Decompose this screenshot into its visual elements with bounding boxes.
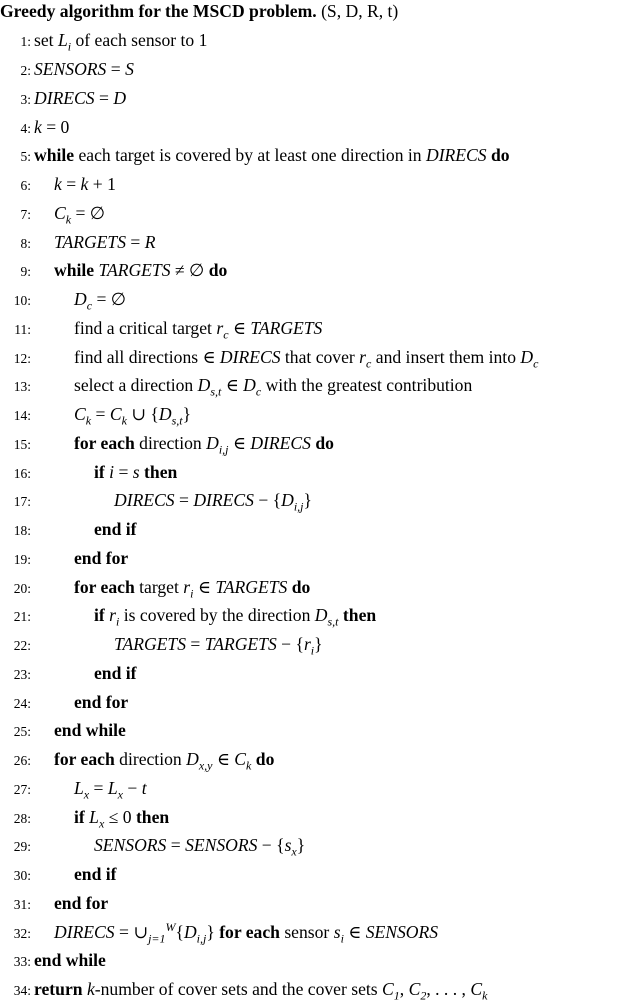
line-text: = — [126, 231, 145, 252]
line-text: set — [34, 30, 58, 51]
math-symbol: D — [243, 375, 256, 396]
keyword: for each — [74, 576, 135, 597]
math-symbol: L — [57, 30, 68, 51]
line-text: ≠ ∅ — [170, 260, 209, 281]
math-symbol: L — [107, 777, 118, 798]
line-text: = — [106, 59, 126, 80]
line-content — [34, 777, 147, 802]
algorithm-line — [0, 747, 274, 771]
line-number: 34: — [13, 983, 31, 999]
line-text: direction — [114, 749, 187, 770]
algorithm-line — [0, 920, 438, 944]
line-content — [34, 145, 510, 165]
math-symbol: D — [314, 605, 328, 626]
line-content — [34, 519, 137, 539]
algorithm-line — [0, 488, 312, 512]
line-content — [34, 893, 108, 913]
keyword: for each — [54, 749, 115, 770]
math-subscript: 2 — [420, 988, 427, 1003]
algorithm-line — [0, 287, 126, 311]
line-content — [34, 317, 323, 342]
line-text: of each sensor to 1 — [71, 30, 208, 51]
line-text: = — [94, 87, 114, 108]
line-content — [34, 749, 275, 773]
line-text: and insert them into — [371, 346, 521, 367]
line-content — [34, 174, 116, 194]
algorithm-line — [0, 460, 177, 484]
keyword: end for — [54, 892, 109, 913]
math-subscript: c — [255, 384, 262, 399]
keyword: do — [291, 576, 311, 597]
line-text: ∪ { — [126, 404, 159, 425]
line-text: select a direction — [74, 375, 198, 396]
line-number: 25: — [13, 724, 31, 740]
algorithm-line — [0, 316, 322, 340]
math-symbol: L — [89, 806, 99, 827]
keyword: do — [255, 749, 275, 770]
line-content — [34, 979, 488, 1003]
math-subscript: k — [65, 212, 72, 227]
math-subscript: k — [121, 413, 127, 428]
line-content — [34, 88, 126, 108]
algorithm-line — [0, 690, 128, 714]
math-symbol: DIRECS — [250, 432, 311, 453]
math-symbol: TARGETS — [54, 231, 127, 252]
math-symbol: C — [470, 979, 483, 1000]
algorithm-line — [0, 28, 207, 52]
line-number: 20: — [13, 580, 31, 596]
math-symbol: TARGETS — [204, 634, 277, 655]
math-symbol: s — [333, 921, 341, 942]
algorithm-line — [0, 546, 128, 570]
line-content — [34, 919, 439, 946]
line-number: 21: — [13, 609, 31, 625]
algorithm-line — [0, 86, 126, 110]
line-text: = — [91, 404, 110, 425]
line-number: 28: — [13, 810, 31, 826]
math-symbol: C — [54, 202, 66, 223]
line-text: } — [206, 921, 220, 942]
math-symbol: DIRECS — [54, 921, 115, 942]
keyword: do — [315, 432, 334, 453]
keyword: end for — [74, 691, 129, 712]
algorithm-line — [0, 57, 134, 81]
algorithm-line — [0, 833, 305, 857]
algorithm-line — [0, 143, 510, 167]
math-symbol: D — [113, 87, 127, 108]
math-symbol: SENSORS — [34, 59, 107, 80]
line-text: , . . . , — [426, 979, 471, 1000]
math-symbol: SENSORS — [185, 835, 258, 856]
line-content — [34, 548, 128, 568]
line-text: with the greatest contribution — [261, 375, 473, 396]
math-symbol: r — [303, 634, 311, 655]
math-subscript: x,y — [198, 758, 213, 773]
math-subscript: s,t — [210, 384, 222, 399]
math-symbol: TARGETS — [98, 260, 171, 281]
line-text: = ∅ — [71, 202, 106, 223]
line-text: = ∪ — [114, 921, 149, 942]
algorithm-line — [0, 575, 310, 599]
math-symbol: D — [186, 749, 199, 770]
line-content — [34, 375, 473, 399]
line-number: 12: — [13, 350, 31, 366]
math-symbol: C — [109, 404, 122, 425]
algorithm-line — [0, 258, 227, 282]
math-symbol: k — [54, 174, 62, 195]
math-symbol: s — [132, 461, 140, 482]
math-subscript: x — [291, 844, 297, 859]
math-symbol: r — [183, 576, 191, 597]
math-symbol: DIRECS — [34, 87, 95, 108]
line-text: − — [122, 777, 142, 798]
line-text: − { — [276, 634, 304, 655]
line-number: 32: — [13, 925, 31, 941]
line-content — [34, 289, 127, 313]
line-text: direction — [134, 432, 207, 453]
math-symbol: DIRECS — [425, 145, 487, 166]
line-content — [34, 806, 170, 831]
line-text: − { — [253, 490, 282, 511]
math-symbol: C — [408, 979, 421, 1000]
math-subscript: s,t — [171, 413, 183, 428]
math-symbol: D — [197, 375, 211, 396]
line-number: 33: — [13, 954, 31, 970]
line-text: { — [175, 921, 184, 942]
math-symbol: D — [183, 921, 197, 942]
keyword: while — [34, 145, 75, 166]
math-symbol: t — [141, 777, 147, 798]
line-number: 31: — [13, 896, 31, 912]
line-content — [34, 663, 137, 683]
line-text: ∈ — [221, 375, 244, 396]
math-symbol: s — [284, 835, 292, 856]
keyword: then — [144, 461, 178, 482]
line-text: ∈ — [193, 576, 216, 597]
line-text: = — [61, 174, 81, 195]
line-content — [34, 432, 334, 457]
line-content — [34, 864, 117, 884]
line-text: = ∅ — [92, 289, 127, 310]
line-content — [34, 59, 134, 79]
algorithm-title — [0, 0, 398, 22]
math-symbol: TARGETS — [114, 634, 187, 655]
keyword: for each — [219, 921, 280, 942]
line-number: 16: — [13, 465, 31, 481]
math-symbol: k — [86, 979, 95, 1000]
line-text: each target is covered by at least one direction in — [74, 145, 426, 166]
line-text: } — [296, 835, 306, 856]
math-symbol: r — [216, 317, 224, 338]
line-number: 18: — [13, 523, 31, 539]
math-symbol: DIRECS — [193, 490, 254, 511]
algorithm-title-args: (S, D, R, t) — [321, 1, 399, 21]
math-symbol: D — [158, 404, 172, 425]
line-text: ∈ — [228, 432, 251, 453]
line-number: 29: — [13, 839, 31, 855]
math-symbol: S — [125, 59, 134, 80]
math-subscript: k — [85, 413, 92, 428]
line-number: 24: — [13, 695, 31, 711]
math-symbol: i — [109, 461, 115, 482]
line-number: 17: — [13, 494, 31, 510]
math-symbol: C — [234, 749, 247, 770]
line-content — [34, 490, 312, 514]
math-symbol: DIRECS — [219, 346, 281, 367]
keyword: end for — [74, 547, 129, 568]
line-number: 19: — [13, 551, 31, 567]
line-content — [34, 950, 106, 970]
math-subscript: x — [117, 787, 123, 802]
line-text: -number of cover sets and the cover sets — [94, 979, 383, 1000]
line-content — [34, 605, 377, 629]
keyword: then — [342, 605, 377, 626]
line-content — [34, 30, 208, 54]
algorithm-line — [0, 632, 323, 656]
line-text: that cover — [280, 346, 360, 367]
math-symbol: D — [206, 432, 219, 453]
algorithm-line — [0, 718, 126, 742]
math-symbol: r — [109, 605, 117, 626]
line-number: 27: — [13, 781, 31, 797]
math-subscript: x — [83, 787, 90, 802]
math-symbol: r — [359, 346, 367, 367]
algorithm-line — [0, 201, 105, 225]
keyword: if — [94, 605, 105, 626]
math-subscript: i,j — [218, 442, 229, 457]
keyword: end if — [94, 662, 137, 683]
line-content — [34, 260, 227, 280]
keyword: for each — [74, 432, 135, 453]
line-text: } — [303, 490, 312, 511]
line-content — [34, 404, 192, 428]
math-symbol: TARGETS — [215, 576, 288, 597]
line-content — [34, 346, 539, 371]
line-number: 6: — [20, 178, 31, 194]
math-subscript: 1 — [393, 988, 400, 1003]
line-content — [34, 202, 106, 227]
line-text: = 0 — [41, 116, 70, 137]
algorithm-line — [0, 402, 191, 426]
math-symbol: SENSORS — [94, 835, 167, 856]
math-subscript: k — [482, 988, 488, 1003]
math-symbol: C — [74, 404, 86, 425]
line-number: 4: — [20, 120, 31, 136]
math-symbol: k — [80, 174, 89, 195]
math-symbol: k — [34, 116, 42, 137]
algorithm-line — [0, 661, 137, 685]
line-number: 3: — [20, 91, 31, 107]
keyword: while — [54, 260, 95, 281]
line-text: is covered by the direction — [119, 605, 315, 626]
math-subscript: i,j — [196, 931, 207, 946]
line-number: 9: — [20, 264, 31, 280]
keyword: do — [208, 260, 228, 281]
math-subscript: c — [533, 356, 539, 371]
algorithm-line — [0, 431, 334, 455]
math-superscript: W — [165, 919, 176, 934]
keyword: if — [74, 806, 85, 827]
math-subscript: x — [98, 816, 105, 831]
math-subscript: i — [310, 643, 315, 658]
keyword: end if — [94, 519, 137, 540]
line-text: = — [166, 835, 186, 856]
algorithm-line — [0, 172, 116, 196]
line-number: 5: — [20, 149, 31, 165]
keyword: do — [490, 145, 510, 166]
line-number: 22: — [13, 638, 31, 654]
line-content — [34, 232, 156, 252]
line-text: find all directions ∈ — [74, 346, 220, 367]
math-subscript: i — [190, 586, 194, 601]
keyword: end if — [74, 864, 117, 885]
math-subscript: s,t — [327, 614, 339, 629]
keyword: return — [34, 979, 83, 1000]
math-symbol: DIRECS — [114, 490, 175, 511]
math-subscript: c — [86, 298, 93, 313]
line-content — [34, 692, 128, 712]
line-text: ∈ — [343, 921, 366, 942]
line-content — [34, 835, 306, 859]
algorithm-line — [0, 891, 108, 915]
line-number: 15: — [13, 436, 31, 452]
line-content — [34, 576, 311, 601]
line-content — [34, 634, 323, 658]
line-text: = — [174, 490, 194, 511]
line-content — [34, 720, 126, 740]
math-subscript: i — [116, 614, 120, 629]
algorithm-line — [0, 345, 538, 369]
math-subscript: i — [340, 931, 344, 946]
math-subscript: i — [67, 39, 72, 54]
line-content — [34, 462, 177, 482]
algorithm-line — [0, 603, 376, 627]
line-text: } — [182, 404, 192, 425]
line-number: 2: — [20, 63, 31, 79]
math-symbol: D — [520, 346, 534, 367]
algorithm-line — [0, 862, 117, 886]
line-number: 7: — [20, 206, 31, 222]
line-number: 1: — [20, 34, 31, 50]
line-text: } — [314, 634, 323, 655]
math-symbol: L — [74, 777, 84, 798]
algorithm-line — [0, 977, 487, 1001]
keyword: end while — [54, 720, 126, 741]
line-text: = — [89, 777, 108, 798]
line-content — [34, 117, 69, 137]
math-symbol: C — [382, 979, 394, 1000]
algorithm-title-bold: Greedy algorithm for the MSCD problem. — [0, 1, 317, 21]
math-symbol: R — [144, 231, 156, 252]
algorithm-line — [0, 948, 106, 972]
algorithm-line — [0, 805, 169, 829]
line-number: 10: — [13, 293, 31, 309]
line-text: − { — [257, 835, 285, 856]
line-number: 11: — [14, 321, 31, 337]
algorithm-line — [0, 230, 156, 254]
keyword: if — [94, 461, 105, 482]
line-number: 26: — [13, 753, 31, 769]
math-subscript: k — [246, 758, 252, 773]
line-text: target — [134, 576, 184, 597]
line-number: 14: — [13, 408, 31, 424]
line-text: = — [186, 634, 205, 655]
math-symbol: SENSORS — [365, 921, 439, 942]
line-text: = — [114, 461, 133, 482]
line-number: 13: — [13, 379, 31, 395]
math-symbol: TARGETS — [250, 317, 323, 338]
line-number: 8: — [20, 235, 31, 251]
math-symbol: D — [74, 289, 87, 310]
math-subscript: c — [366, 356, 372, 371]
line-text: + 1 — [88, 174, 116, 195]
algorithm-line — [0, 517, 137, 541]
keyword: then — [135, 806, 170, 827]
algorithm-line — [0, 373, 472, 397]
line-text: sensor — [279, 921, 334, 942]
line-text: ∈ — [212, 749, 235, 770]
algorithm-line — [0, 115, 69, 139]
line-text: ≤ 0 — [104, 806, 136, 827]
algorithm-line — [0, 776, 147, 800]
math-subscript: c — [223, 327, 229, 342]
line-number: 23: — [13, 666, 31, 682]
line-text: , — [399, 979, 409, 1000]
line-number: 30: — [13, 868, 31, 884]
math-symbol: D — [281, 490, 294, 511]
line-text: ∈ — [228, 317, 251, 338]
math-subscript: i,j — [293, 499, 304, 514]
keyword: end while — [34, 950, 106, 971]
math-subscript: j=1 — [148, 931, 166, 946]
line-text: find a critical target — [74, 317, 217, 338]
